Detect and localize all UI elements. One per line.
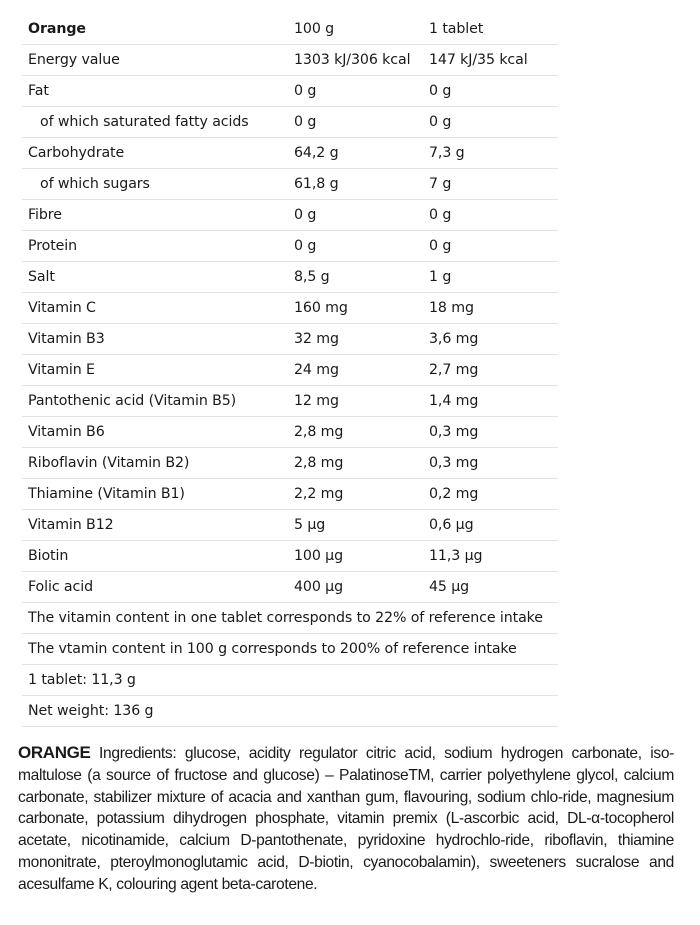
table-row <box>22 76 558 107</box>
value-per-tablet: 0,3 mg <box>423 448 558 479</box>
table-row <box>22 479 558 510</box>
table-row <box>22 107 558 138</box>
value-per-tablet: 0 g <box>423 231 558 262</box>
note-net-weight: Net weight: 136 g <box>22 696 558 727</box>
value-per-tablet: 11,3 µg <box>423 541 558 572</box>
nutrient-name: Fibre <box>22 200 288 231</box>
table-row <box>22 572 558 603</box>
value-per-100g: 5 µg <box>288 510 423 541</box>
value-per-100g: 0 g <box>288 200 423 231</box>
value-per-tablet: 1,4 mg <box>423 386 558 417</box>
value-per-100g: 100 µg <box>288 541 423 572</box>
nutrient-name: Vitamin B6 <box>22 417 288 448</box>
value-per-100g: 0 g <box>288 107 423 138</box>
table-header-row <box>22 14 558 45</box>
value-per-tablet: 147 kJ/35 kcal <box>423 45 558 76</box>
table-row <box>22 45 558 76</box>
table-note-row <box>22 634 558 665</box>
value-per-tablet: 45 µg <box>423 572 558 603</box>
header-per-100g: 100 g <box>288 14 423 45</box>
table-row <box>22 510 558 541</box>
value-per-100g: 8,5 g <box>288 262 423 293</box>
nutrient-name: Thiamine (Vitamin B1) <box>22 479 288 510</box>
nutrient-name: Vitamin C <box>22 293 288 324</box>
value-per-tablet: 3,6 mg <box>423 324 558 355</box>
value-per-100g: 1303 kJ/306 kcal <box>288 45 423 76</box>
nutrient-name: Pantothenic acid (Vitamin B5) <box>22 386 288 417</box>
value-per-tablet: 0 g <box>423 76 558 107</box>
nutrient-name: Biotin <box>22 541 288 572</box>
value-per-tablet: 2,7 mg <box>423 355 558 386</box>
value-per-100g: 2,8 mg <box>288 448 423 479</box>
value-per-tablet: 0 g <box>423 200 558 231</box>
nutrient-name: Vitamin E <box>22 355 288 386</box>
nutrient-name: Protein <box>22 231 288 262</box>
nutrition-table <box>22 14 558 727</box>
header-flavor: Orange <box>22 14 288 45</box>
table-row <box>22 200 558 231</box>
nutrient-name: Salt <box>22 262 288 293</box>
value-per-100g: 32 mg <box>288 324 423 355</box>
table-row <box>22 138 558 169</box>
value-per-100g: 61,8 g <box>288 169 423 200</box>
table-row <box>22 293 558 324</box>
value-per-tablet: 0 g <box>423 107 558 138</box>
nutrient-name: Vitamin B3 <box>22 324 288 355</box>
ingredients-text: Ingredients: glucose, acidity regulator citric acid, sodium hydrogen carbonate, iso-maltulose (a source of fructose and glucose) – PalatinoseTM, carrier polyethylene glycol, calcium carbonate, stabilizer mixture of acacia and xanthan gum, flavouring, sodium chlo-ride, magnesium carbonate, potassium dihydrogen phosphate, vitamin premix (L-ascorbic acid, DL-α-tocopherol acetate, nicotinamide, calcium D-pantothenate, pyridoxine hydrochlo-ride, riboflavin, thiamine mononitrate, pteroylmonoglutamic acid, D-biotin, cyanocobalamin), sweeteners sucralose and acesulfame K, colouring agent beta-carotene. <box>18 745 674 893</box>
table-row <box>22 541 558 572</box>
value-per-100g: 2,8 mg <box>288 417 423 448</box>
table-row <box>22 231 558 262</box>
note-tablet-weight: 1 tablet: 11,3 g <box>22 665 558 696</box>
note-100g-reference-intake: The vtamin content in 100 g corresponds to 200% of reference intake <box>22 634 558 665</box>
table-row <box>22 324 558 355</box>
value-per-tablet: 7 g <box>423 169 558 200</box>
note-tablet-reference-intake: The vitamin content in one tablet corresponds to 22% of reference intake <box>22 603 558 634</box>
nutrient-name: of which saturated fatty acids <box>22 107 288 138</box>
value-per-tablet: 18 mg <box>423 293 558 324</box>
table-row <box>22 262 558 293</box>
value-per-tablet: 0,2 mg <box>423 479 558 510</box>
value-per-tablet: 0,6 µg <box>423 510 558 541</box>
nutrient-name: Fat <box>22 76 288 107</box>
table-note-row <box>22 665 558 696</box>
table-note-row <box>22 696 558 727</box>
table-row <box>22 169 558 200</box>
value-per-tablet: 1 g <box>423 262 558 293</box>
value-per-100g: 0 g <box>288 76 423 107</box>
value-per-100g: 12 mg <box>288 386 423 417</box>
nutrient-name: of which sugars <box>22 169 288 200</box>
header-per-tablet: 1 tablet <box>423 14 558 45</box>
nutrient-name: Energy value <box>22 45 288 76</box>
value-per-tablet: 0,3 mg <box>423 417 558 448</box>
value-per-tablet: 7,3 g <box>423 138 558 169</box>
value-per-100g: 64,2 g <box>288 138 423 169</box>
value-per-100g: 0 g <box>288 231 423 262</box>
table-row <box>22 355 558 386</box>
ingredients-flavor-label: ORANGE <box>18 743 91 762</box>
value-per-100g: 160 mg <box>288 293 423 324</box>
nutrient-name: Vitamin B12 <box>22 510 288 541</box>
nutrient-name: Folic acid <box>22 572 288 603</box>
table-note-row <box>22 603 558 634</box>
value-per-100g: 24 mg <box>288 355 423 386</box>
nutrient-name: Carbohydrate <box>22 138 288 169</box>
value-per-100g: 400 µg <box>288 572 423 603</box>
value-per-100g: 2,2 mg <box>288 479 423 510</box>
table-row <box>22 448 558 479</box>
table-row <box>22 386 558 417</box>
table-row <box>22 417 558 448</box>
ingredients-paragraph <box>18 742 674 896</box>
nutrient-name: Riboflavin (Vitamin B2) <box>22 448 288 479</box>
